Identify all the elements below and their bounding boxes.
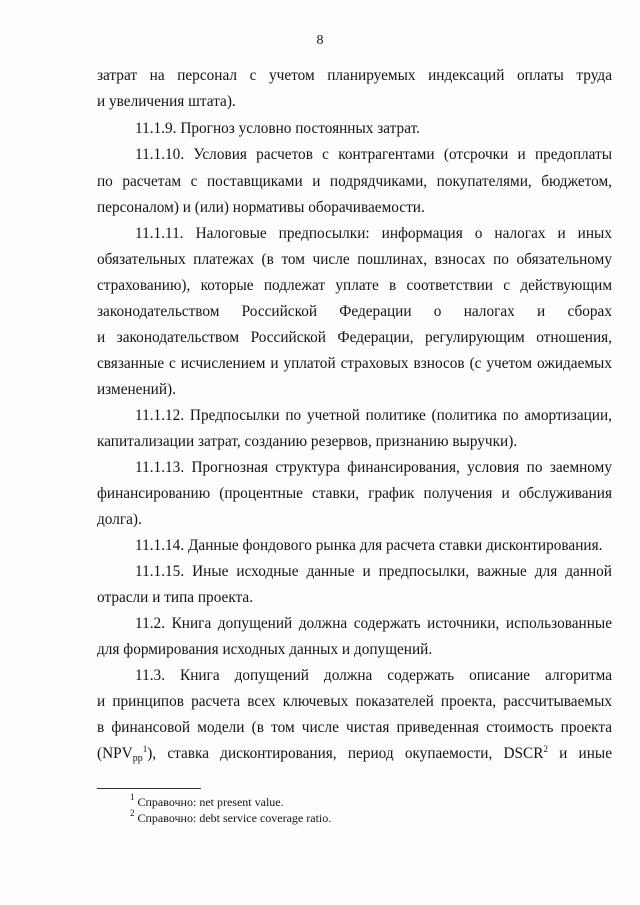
text-segment: и иные [559, 745, 612, 762]
footnote-text: Справочно: net present value. [137, 795, 284, 809]
paragraph-11-1-14: 11.1.14. Данные фондового рынка для расчета ставки дисконтирования. [135, 537, 603, 554]
text-line: и увеличения штата). [97, 93, 236, 110]
footnote-mark: 2 [130, 808, 135, 818]
text-line: и принципов расчета всех ключевых показателей проекта, рассчитываемых [97, 693, 612, 710]
text-line: страхованию), которые подлежат уплате в соответствии с действующим [97, 277, 612, 294]
paragraph-11-1-12: 11.1.12. Предпосылки по учетной политике (политика по амортизации, [135, 407, 612, 424]
text-line: в финансовой модели (в том числе чистая приведенная стоимость проекта [97, 719, 612, 736]
text-line: по расчетам с поставщиками и подрядчиками, покупателями, бюджетом, [97, 173, 612, 190]
text-line: законодательством Российской Федерации о налогах и сборах [97, 303, 612, 320]
text-line-npv-dscr [97, 744, 612, 764]
npv-label: ($NPV_{pp}^1$ [97, 744, 148, 764]
text-line: долга). [97, 511, 142, 528]
text-line: финансированию (процентные ставки, график получения и обслуживания [97, 485, 612, 502]
text-line: капитализации затрат, созданию резервов, признанию выручки). [97, 433, 518, 450]
npv-subscript: pp [132, 753, 143, 764]
footnote-text: Справочно: debt service coverage ratio. [137, 811, 332, 825]
footnote-ref-2: 2 [543, 744, 548, 754]
text-line: отрасли и типа проекта. [97, 589, 254, 606]
paragraph-11-1-9: 11.1.9. Прогноз условно постоянных затрат. [135, 120, 420, 137]
footnote-ref-1: 1 [142, 744, 148, 754]
paragraph-11-1-11: 11.1.11. Налоговые предпосылки: информация о налогах и иных [135, 225, 612, 242]
text-line: персоналом) и (или) нормативы оборачиваемости. [97, 199, 425, 216]
paragraph-11-1-13: 11.1.13. Прогнозная структура финансирования, условия по заемному [135, 459, 612, 476]
paragraph-11-1-10: 11.1.10. Условия расчетов с контрагентами (отсрочки и предоплаты [135, 146, 612, 163]
footnote-mark: 1 [130, 792, 135, 802]
footnote-separator [97, 788, 201, 789]
text-line: изменений). [97, 381, 176, 398]
paragraph-11-2: 11.2. Книга допущений должна содержать источники, использованные [135, 615, 612, 632]
text-line: и законодательством Российской Федерации, регулирующим отношения, [97, 329, 612, 346]
paragraph-11-3: 11.3. Книга допущений должна содержать описание алгоритма [135, 667, 612, 684]
text-line: затрат на персонал с учетом планируемых индексаций оплаты труда [97, 67, 612, 84]
text-segment: ), ставка дисконтирования, период окупаемости, [147, 745, 493, 762]
text-line: обязательных платежах (в том числе пошлинах, взносах по обязательному [97, 251, 612, 268]
text-line: для формирования исходных данных и допущений. [97, 641, 433, 658]
footnote-1 [130, 792, 284, 810]
page-number: 8 [316, 33, 324, 48]
dscr-label: DSCR$^2$ [503, 744, 548, 762]
text-line: связанные с исчислением и уплатой страховых взносов (с учетом ожидаемых [97, 355, 612, 372]
footnote-2 [130, 808, 332, 826]
paragraph-11-1-15: 11.1.15. Иные исходные данные и предпосылки, важные для данной [135, 563, 612, 580]
